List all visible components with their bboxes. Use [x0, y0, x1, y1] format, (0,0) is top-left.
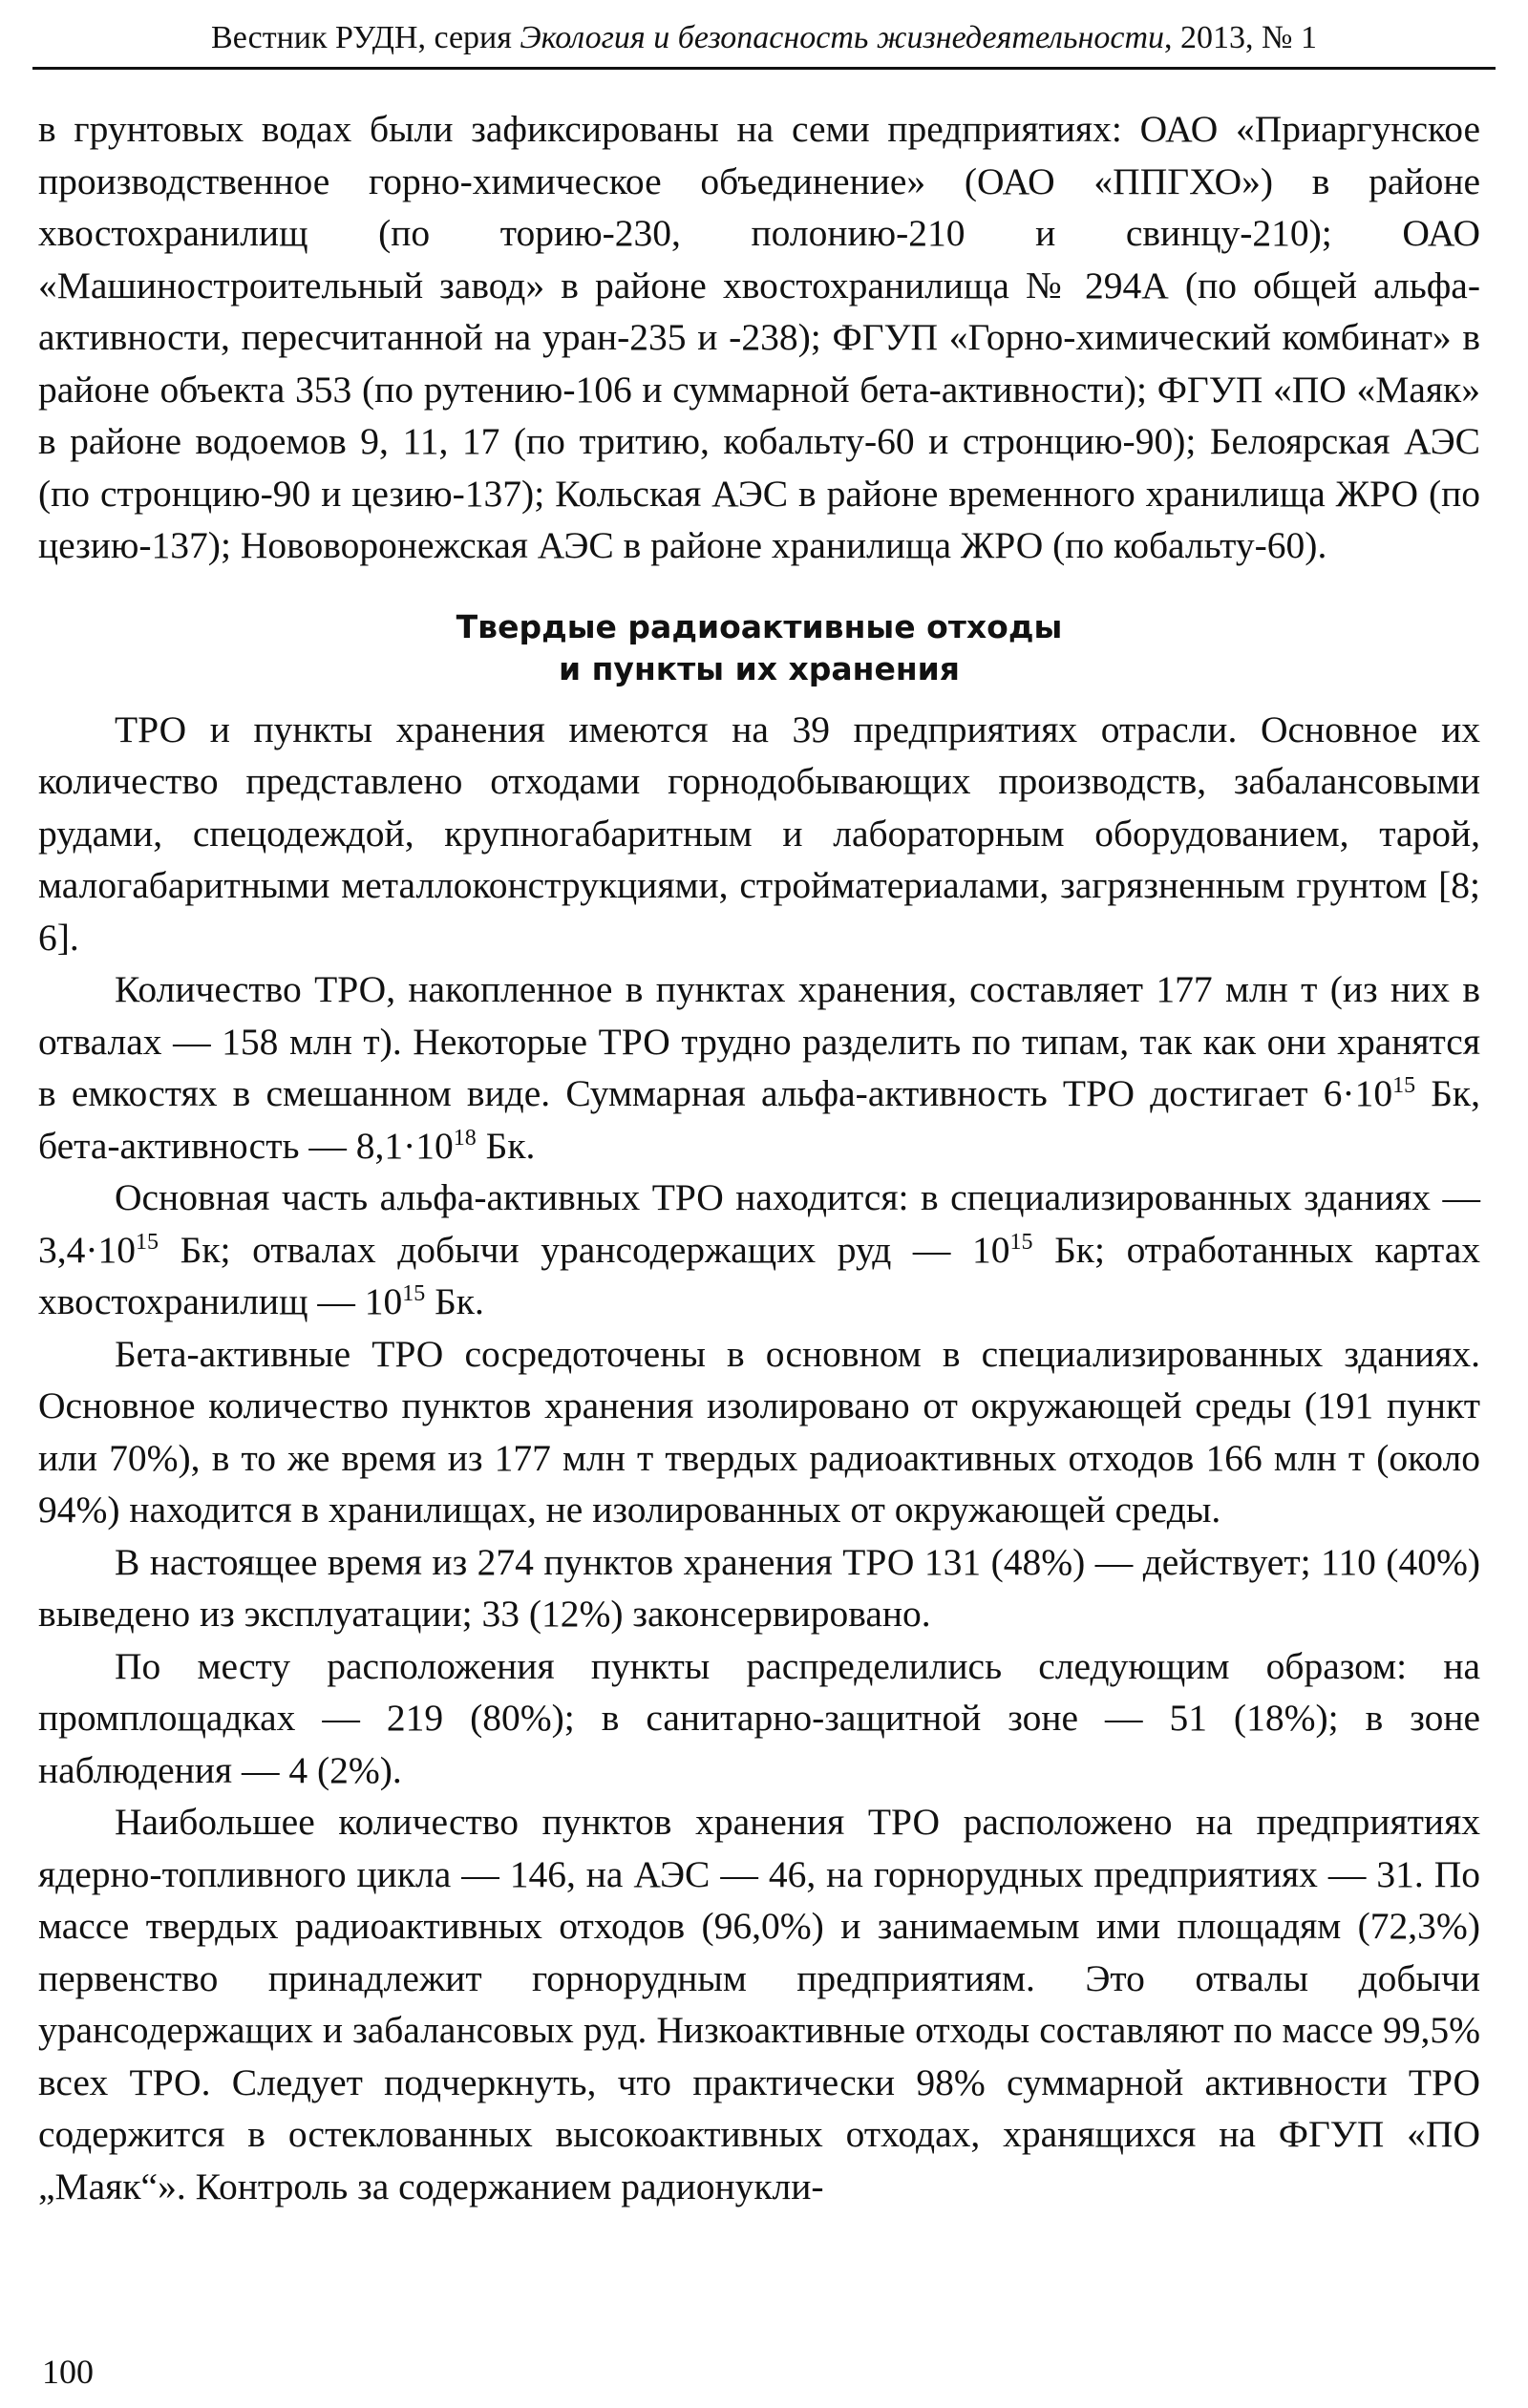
- page-number: 100: [42, 2353, 94, 2391]
- paragraph-alpha-active: [38, 1172, 1480, 1328]
- header-rule: [32, 67, 1496, 70]
- text-run: Количество ТРО, накопленное в пунктах хранения, составляет 177 млн т (из них в отвалах — 158 млн т). Некоторые ТРО трудно разделить по типам, так как они хранятся в емкостях в смешанном виде. Суммарная альфа-активность ТРО достигает 6·10: [38, 968, 1480, 1114]
- paragraph-storage-location: По месту расположения пункты распределились следующим образом: на промплощадках — 219 (80%); в санитарно-защитной зоне — 51 (18%); в зоне наблюдения — 4 (2%).: [38, 1644, 1480, 1791]
- paragraph-tro-quantity: [38, 963, 1480, 1172]
- exponent: 15: [1009, 1229, 1033, 1255]
- journal-issue: , 2013, № 1: [1164, 20, 1317, 55]
- paragraph-continuation: в грунтовых водах были зафиксированы на семи предприятиях: ОАО «Приаргунское производственное горно-химическое объединение» (ОАО «ППГХО») в районе хвостохранилищ (по торию-230, полонию-210 и свинцу-210); ОАО «Машиностроительный завод» в районе хвостохранилища № 294А (по общей альфа-активности, пересчитанной на уран-235 и -238); ФГУП «Горно-химический комбинат» в районе объекта 353 (по рутению-106 и суммарной бета-активности); ФГУП «ПО «Маяк» в районе водоемов 9, 11, 17 (по тритию, кобальту-60 и стронцию-90); Белоярская АЭС (по стронцию-90 и цезию-137); Кольская АЭС в районе временного хранилища ЖРО (по цезию-137); Нововоронежская АЭС в районе хранилища ЖРО (по кобальту-60).: [38, 108, 1480, 566]
- text-run: Основная часть альфа-активных ТРО находится: в специализированных зданиях — 3,4·10: [38, 1176, 1480, 1271]
- journal-name: Вестник РУДН, серия: [211, 20, 512, 55]
- paragraph-beta-active: Бета-активные ТРО сосредоточены в основном в специализированных зданиях. Основное количество пунктов хранения изолировано от окружающей среды (191 пункт или 70%), в то же время из 177 млн т твердых радиоактивных отходов 166 млн т (около 94%) находится в хранилищах, не изолированных от окружающей среды.: [38, 1332, 1480, 1531]
- journal-series: Экология и безопасность жизнедеятельности: [520, 20, 1164, 55]
- text-run: Бк.: [476, 1124, 536, 1167]
- section-heading-line1: Твердые радиоактивные отходы: [456, 607, 1063, 645]
- paragraph-tro-sites: ТРО и пункты хранения имеются на 39 предприятиях отрасли. Основное их количество представлено отходами горнодобывающих производств, забалансовыми рудами, спецодеждой, крупногабаритным и лабораторным оборудованием, тарой, малогабаритными металлоконструкциями, стройматериалами, загрязненным грунтом [8; 6].: [38, 708, 1480, 959]
- text-run: Бк, бета-активность — 8,1·10: [38, 1072, 1480, 1167]
- text-run: Бк; отработанных картах хвостохранилищ — 10: [38, 1228, 1480, 1322]
- exponent: 15: [402, 1280, 426, 1306]
- paragraph-storage-distribution: Наибольшее количество пунктов хранения ТРО расположено на предприятиях ядерно-топливного цикла — 146, на АЭС — 46, на горнорудных предприятиях — 31. По массе твердых радиоактивных отходов (96,0%) и занимаемым ими площадям (72,3%) первенство принадлежит горнорудным предприятиям. Это отвалы добычи урансодержащих и забалансовых руд. Низкоактивные отходы составляют по массе 99,5% всех ТРО. Следует подчеркнуть, что практически 98% суммарной активности ТРО содержится в остеклованных высокоактивных отходах, хранящихся на ФГУП «ПО „Маяк“». Контроль за содержанием радионукли-: [38, 1801, 1480, 2207]
- section-heading-line2: и пункты их хранения: [559, 649, 960, 687]
- paragraph-storage-status: В настоящее время из 274 пунктов хранения ТРО 131 (48%) — действует; 110 (40%) выведено из эксплуатации; 33 (12%) законсервировано.: [38, 1540, 1480, 1635]
- article-body: [38, 103, 1480, 2212]
- text-run: Бк; отвалах добычи урансодержащих руд — 10: [159, 1228, 1010, 1271]
- text-run: Бк.: [425, 1280, 484, 1322]
- running-header: [38, 13, 1490, 63]
- exponent: 15: [1392, 1072, 1416, 1098]
- exponent: 18: [453, 1125, 477, 1151]
- section-heading: [38, 606, 1480, 690]
- exponent: 15: [136, 1229, 159, 1255]
